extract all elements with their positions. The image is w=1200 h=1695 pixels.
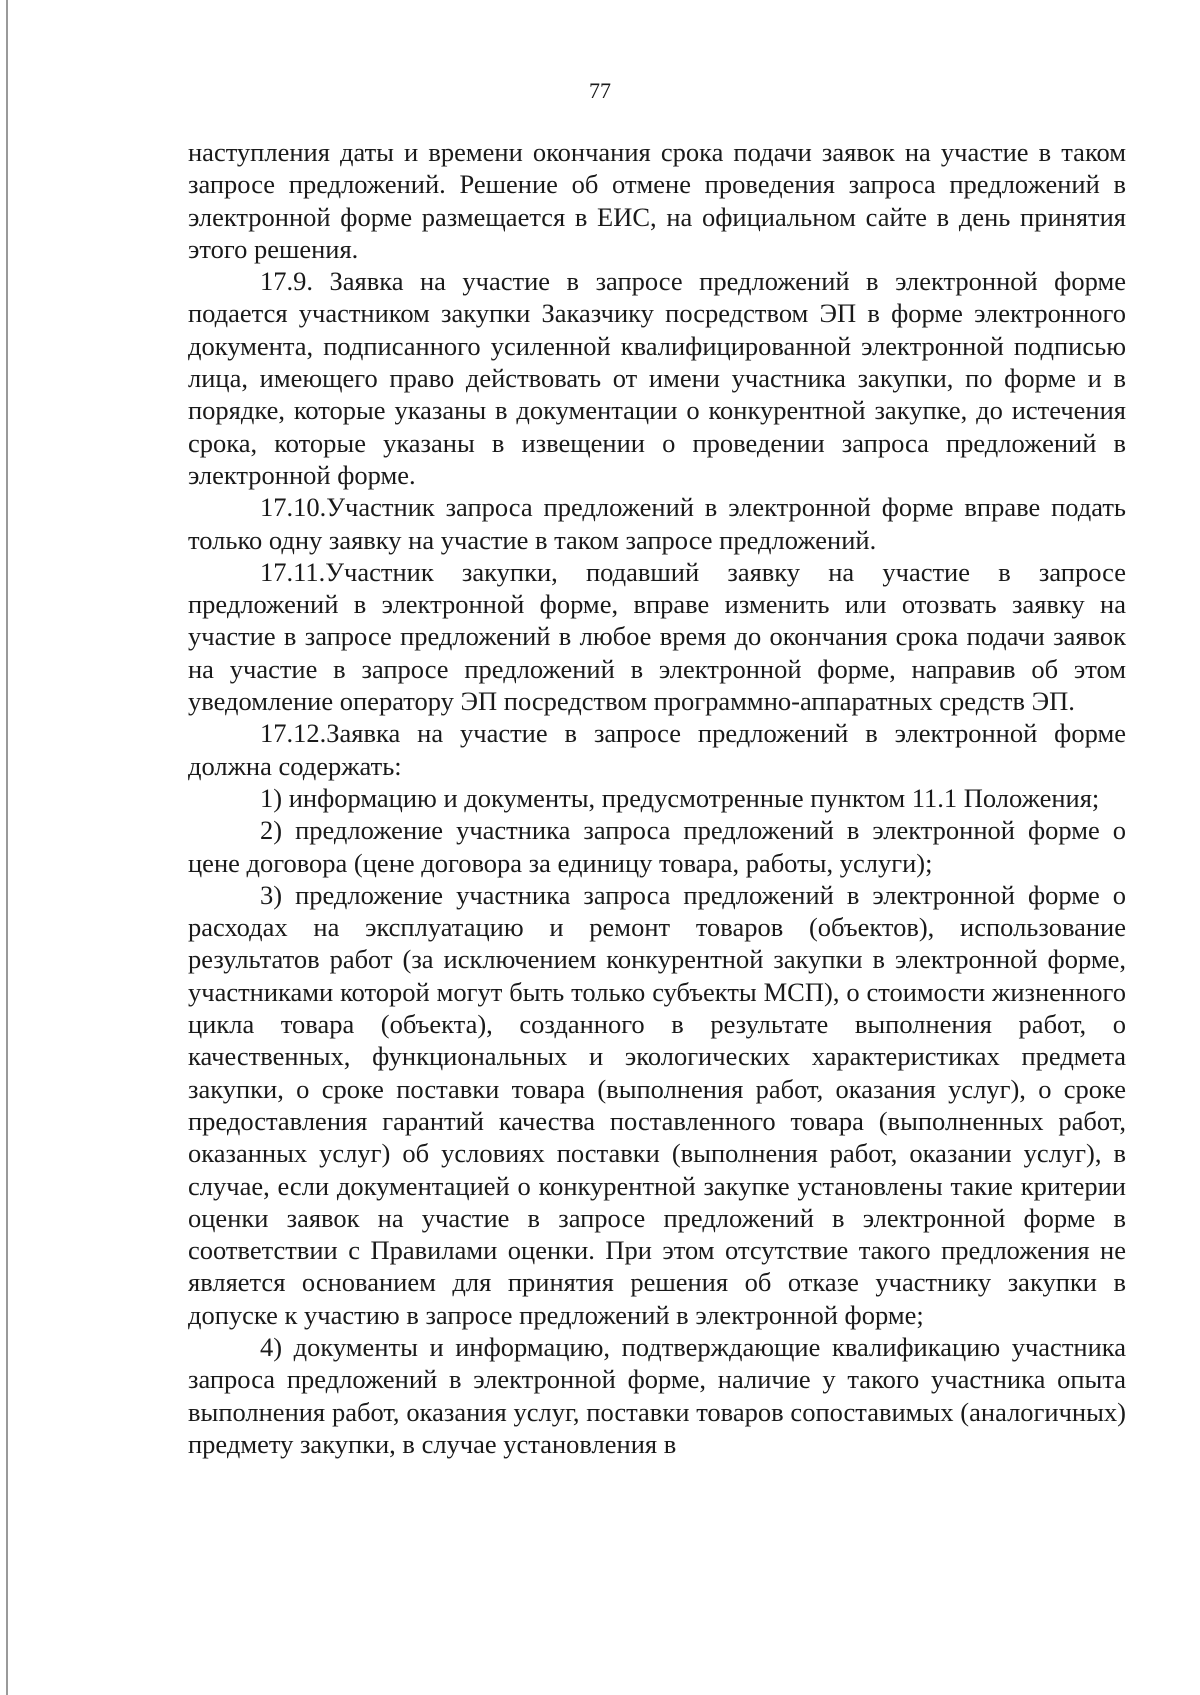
- paragraph-17-9: 17.9. Заявка на участие в запросе предложений в электронной форме подается участником закупки Заказчику посредством ЭП в форме электронного документа, подписанного усиленной квалифицированной электронной подписью лица, имеющего право действовать от имени участника закупки, по форме и в порядке, которые указаны в документации о конкурентной закупке, до истечения срока, которые указаны в извещении о проведении запроса предложений в электронной форме.: [188, 266, 1126, 490]
- page-number: 77: [589, 78, 611, 103]
- paragraph-17-10: 17.10.Участник запроса предложений в электронной форме вправе подать только одну заявку на участие в таком запросе предложений.: [188, 492, 1126, 555]
- list-item-2: 2) предложение участника запроса предложений в электронной форме о цене договора (цене договора за единицу товара, работы, услуги);: [188, 815, 1126, 878]
- paragraph-17-12: 17.12.Заявка на участие в запросе предложений в электронной форме должна содержать:: [188, 718, 1126, 781]
- document-body: [188, 136, 1126, 1460]
- paragraph-17-11: 17.11.Участник закупки, подавший заявку на участие в запросе предложений в электронной форме, вправе изменить или отозвать заявку на участие в запросе предложений в любое время до окончания срока подачи заявок на участие в запросе предложений в электронной форме, направив об этом уведомление оператору ЭП посредством программно-аппаратных средств ЭП.: [188, 556, 1126, 717]
- paragraph-continuation: наступления даты и времени окончания срока подачи заявок на участие в таком запросе предложений. Решение об отмене проведения запроса предложений в электронной форме размещается в ЕИС, на официальном сайте в день принятия этого решения.: [188, 137, 1126, 264]
- list-item-1: 1) информацию и документы, предусмотренные пунктом 11.1 Положения;: [260, 782, 1100, 813]
- scan-edge-line: [6, 0, 8, 1695]
- list-item-4: 4) документы и информацию, подтверждающие квалификацию участника запроса предложений в электронной форме, наличие у такого участника опыта выполнения работ, оказания услуг, поставки товаров сопоставимых (аналогичных) предмету закупки, в случае установления в: [188, 1331, 1126, 1459]
- list-item-3: 3) предложение участника запроса предложений в электронной форме о расходах на эксплуатацию и ремонт товаров (объектов), использование результатов работ (за исключением конкурентной закупки в электронной форме, участниками которой могут быть только субъекты МСП), о стоимости жизненного цикла товара (объекта), созданного в результате выполнения работ, о качественных, функциональных и экологических характеристиках предмета закупки, о сроке поставки товара (выполнения работ, оказания услуг), о сроке предоставления гарантий качества поставленного товара (выполненных работ, оказанных услуг) об условиях поставки (выполнения работ, оказании услуг), в случае, если документацией о конкурентной закупке установлены такие критерии оценки заявок на участие в запросе предложений в электронной форме в соответствии с Правилами оценки. При этом отсутствие такого предложения не является основанием для принятия решения об отказе участнику закупки в допуске к участию в запросе предложений в электронной форме;: [188, 879, 1126, 1330]
